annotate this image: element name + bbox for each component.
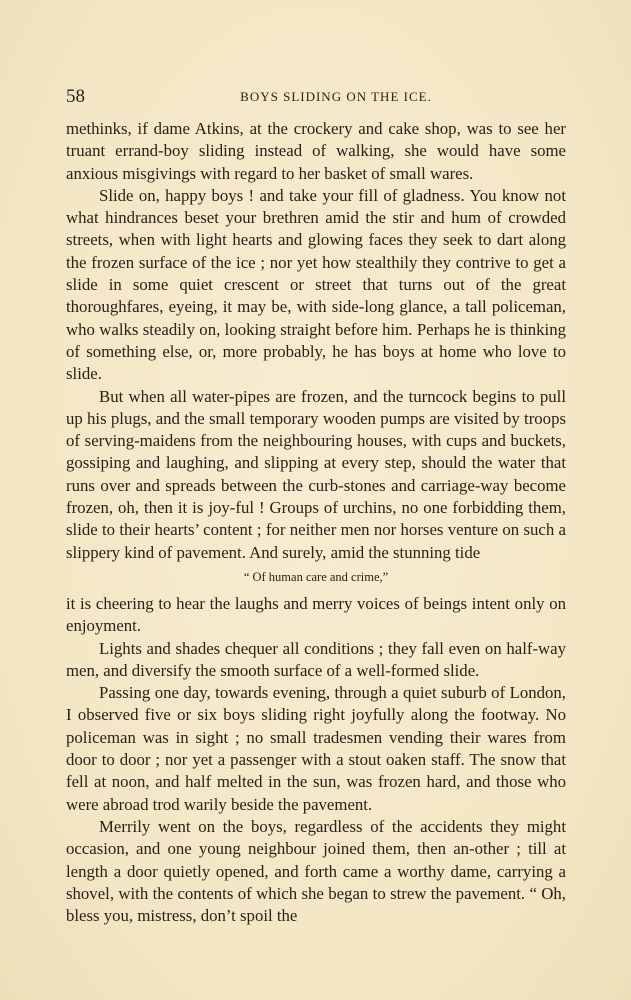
paragraph-5: Lights and shades chequer all conditions ; they fall even on half-way men, and diversify the smooth surface of a well-formed slide.: [66, 638, 566, 680]
body-text: [66, 118, 566, 927]
page-number: 58: [66, 86, 85, 107]
paragraph-3: But when all water-pipes are frozen, and the turncock begins to pull up his plugs, and the small temporary wooden pumps are visited by troops of serving-maidens from the neighbouring houses, with cups and buckets, gossiping and laughing, and slipping at every step, should the water that runs over and spreads between the curb-stones and carriage-way become frozen, oh, then it is joy-ful ! Groups of urchins, no one forbidding them, slide to their hearts’ content ; for neither men nor horses venture on such a slippery kind of pavement. And surely, amid the stunning tide: [66, 386, 566, 562]
quotation: “ Of human care and crime,”: [243, 569, 389, 584]
paragraph-1: methinks, if dame Atkins, at the crockery and cake shop, was to see her truant errand-boy sliding instead of walking, she would have some anxious misgivings with regard to her basket of small wares.: [66, 119, 566, 183]
paragraph-7: Merrily went on the boys, regardless of the accidents they might occasion, and one young neighbour joined them, then an-other ; till at length a door quietly opened, and forth came a worthy dame, carrying a shovel, with the contents of which she began to strew the pavement. “ Oh, bless you, mistress, don’t spoil the: [66, 816, 566, 926]
paragraph-2: Slide on, happy boys ! and take your fill of gladness. You know not what hindrances beset your brethren amid the stir and hum of crowded streets, when with light hearts and glowing faces they seek to dart along the frozen surface of the ice ; nor yet how stealthily they contrive to get a slide in some quiet crescent or street that turns out of the great thoroughfares, eyeing, it may be, with side-long glance, a tall policeman, who walks steadily on, looking straight before him. Perhaps he is thinking of something else, or, more probably, he has boys at home who love to slide.: [66, 185, 566, 384]
running-head: BOYS SLIDING ON THE ICE.: [240, 89, 432, 104]
page-header: [66, 86, 566, 108]
paragraph-6: Passing one day, towards evening, through a quiet suburb of London, I observed five or six boys sliding right joyfully along the footway. No policeman was in sight ; no small tradesmen vending their wares from door to door ; nor yet a passenger with a stout oaken staff. The snow that fell at noon, and half melted in the sun, was frozen hard, and those who were abroad trod warily beside the pavement.: [66, 683, 566, 814]
paragraph-4: it is cheering to hear the laughs and merry voices of beings intent only on enjoyment.: [66, 593, 566, 636]
